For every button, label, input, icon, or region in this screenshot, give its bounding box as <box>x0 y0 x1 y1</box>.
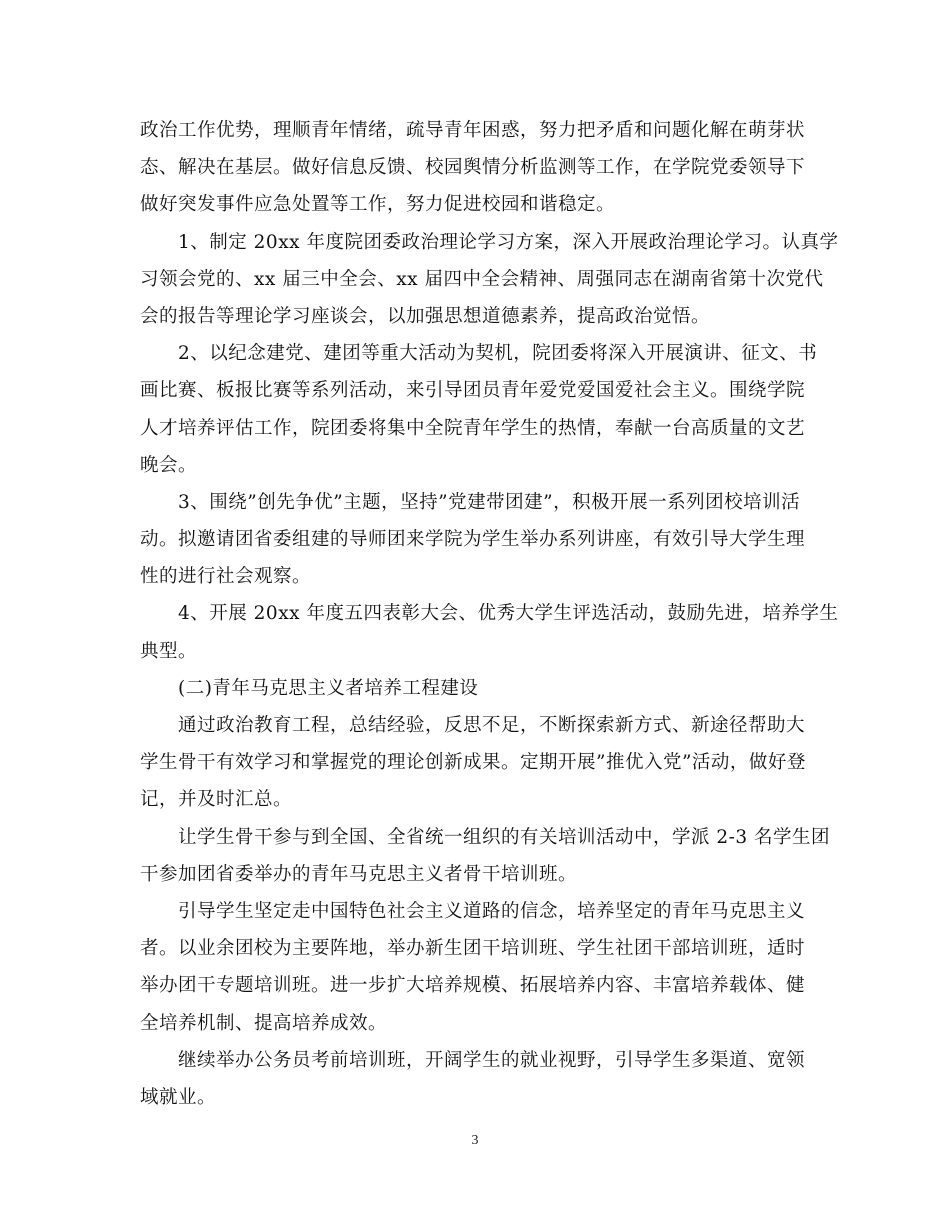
text-line: 人才培养评估工作，院团委将集中全院青年学生的热情，奉献一台高质量的文艺 <box>140 417 806 439</box>
text-line: 举办团干专题培训班。进一步扩大培养规模、拓展培养内容、丰富培养载体、健 <box>140 975 806 997</box>
text-line: 者。以业余团校为主要阵地，举办新生团干培训班、学生社团干部培训班，适时 <box>140 938 806 960</box>
text-line: 记，并及时汇总。 <box>140 789 293 811</box>
text-line: 4、开展 20xx 年度五四表彰大会、优秀大学生评选活动，鼓励先进，培养学生 <box>178 603 839 625</box>
text-line: 态、解决在基层。做好信息反馈、校园舆情分析监测等工作，在学院党委领导下 <box>140 157 806 179</box>
text-line: 3、围绕”创先争优”主题，坚持”党建带团建”，积极开展一系列团校培训活 <box>178 491 801 513</box>
text-line: 通过政治教育工程，总结经验，反思不足，不断探索新方式、新途径帮助大 <box>178 715 806 736</box>
paragraph-education-project <box>140 707 820 819</box>
paragraph-civil-service-training <box>140 1042 820 1116</box>
text-line: 引导学生坚定走中国特色社会主义道路的信念，培养坚定的青年马克思主义 <box>178 900 806 922</box>
paragraph-political-work <box>140 112 820 224</box>
text-line: 继续举办公务员考前培训班，开阔学生的就业视野，引导学生多渠道、宽领 <box>178 1049 806 1071</box>
paragraph-training-participation <box>140 819 831 893</box>
text-line: 让学生骨干参与到全国、全省统一组织的有关培训活动中，学派 2-3 名学生团 <box>178 826 831 848</box>
text-line: 动。拟邀请团省委组建的导师团来学院为学生举办系列讲座，有效引导大学生理 <box>140 529 806 551</box>
document-body <box>140 112 839 1116</box>
paragraph-item-4 <box>140 595 839 669</box>
text-line: 典型。 <box>140 640 198 662</box>
section-heading <box>140 670 820 707</box>
text-line: 1、制定 20xx 年度院团委政治理论学习方案，深入开展政治理论学习。认真学 <box>178 231 839 253</box>
paragraph-item-1 <box>140 224 839 336</box>
paragraph-item-2 <box>140 335 820 484</box>
page-number: 3 <box>471 1133 479 1148</box>
text-line: 做好突发事件应急处置等工作，努力促进校园和谐稳定。 <box>140 194 616 216</box>
paragraph-item-3 <box>140 484 820 596</box>
text-line: 会的报告等理论学习座谈会，以加强思想道德素养，提高政治觉悟。 <box>140 305 711 327</box>
text-line: 晚会。 <box>140 454 198 476</box>
paragraph-guidance <box>140 893 820 1042</box>
text-line: 性的进行社会观察。 <box>140 566 312 588</box>
text-line: 画比赛、板报比赛等系列活动，来引导团员青年爱党爱国爱社会主义。围绕学院 <box>140 380 806 402</box>
text-line: 域就业。 <box>140 1086 217 1108</box>
text-line: 学生骨干有效学习和掌握党的理论创新成果。定期开展”推优入党”活动，做好登 <box>140 752 806 774</box>
text-line: 2、以纪念建党、建团等重大活动为契机，院团委将深入开展演讲、征文、书 <box>178 343 818 365</box>
text-line: 干参加团省委举办的青年马克思主义者骨干培训班。 <box>140 863 578 885</box>
text-line: 政治工作优势，理顺青年情绪，疏导青年困惑，努力把矛盾和问题化解在萌芽状 <box>140 120 806 141</box>
text-line: (二)青年马克思主义者培养工程建设 <box>178 677 479 699</box>
text-line: 习领会党的、xx 届三中全会、xx 届四中全会精神、周强同志在湖南省第十次党代 <box>140 268 824 290</box>
text-line: 全培养机制、提高培养成效。 <box>140 1012 388 1034</box>
